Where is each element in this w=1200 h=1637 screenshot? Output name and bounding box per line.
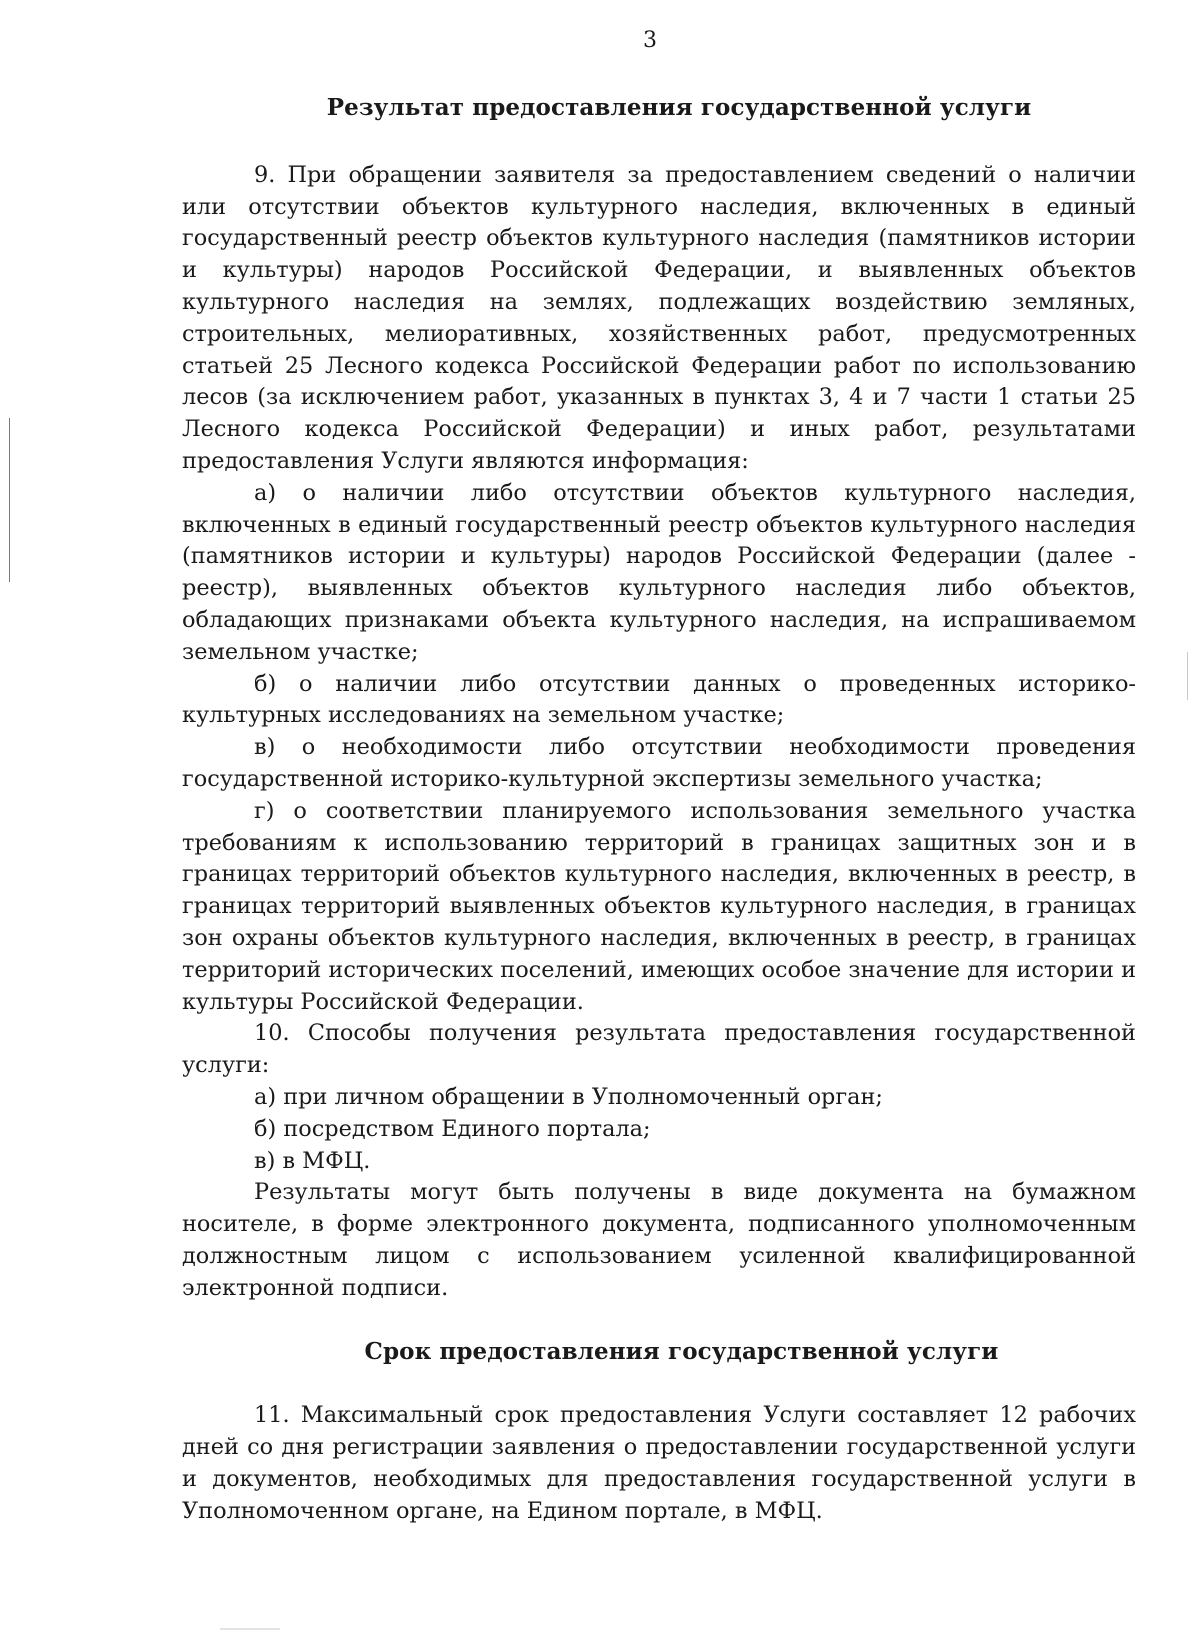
page-number: 3 bbox=[643, 28, 657, 53]
scan-artifact-bottom bbox=[220, 1628, 280, 1630]
paragraph-9-b: б) о наличии либо отсутствии данных о проведенных историко-культурных исследованиях на земельном участке; bbox=[182, 670, 1136, 729]
section-heading-result: Результат предоставления государственной услуги bbox=[326, 94, 1032, 121]
paragraph-9-v: в) о необходимости либо отсутствии необходимости проведения государственной историко-культурной экспертизы земельного участка; bbox=[182, 734, 1136, 792]
scan-edge-mark-right bbox=[1187, 652, 1188, 700]
paragraph-10: 10. Способы получения результата предоставления государственной услуги: bbox=[182, 1020, 1136, 1079]
paragraph-11: 11. Максимальный срок предоставления Услуги составляет 12 рабочих дней со дня регистрации заявления о предоставлении государственной услуги и документов, необходимых для предоставления государственной услуги в Уполномоченном органе, на Едином портале, в МФЦ. bbox=[182, 1402, 1136, 1524]
document-body bbox=[182, 92, 1136, 1527]
paragraph-9: 9. При обращении заявителя за предоставлением сведений о наличии или отсутствии объектов культурного наследия, включенных в единый государственный реестр объектов культурного наследия (памятников истории и культуры) народов Российской Федерации, и выявленных объектов культурного наследия на землях, подлежащих воздействию земляных, строительных, мелиоративных, хозяйственных работ, предусмотренных статьей 25 Лесного кодекса Российской Федерации работ по использованию лесов (за исключением работ, указанных в пунктах 3, 4 и 7 части 1 статьи 25 Лесного кодекса Российской Федерации) и иных работ, результатами предоставления Услуги являются информация: bbox=[182, 161, 1136, 474]
paragraph-10-a: а) при личном обращении в Уполномоченный орган; bbox=[254, 1083, 883, 1110]
section-heading-term: Срок предоставления государственной услуги bbox=[364, 1338, 999, 1366]
paragraph-9-a: а) о наличии либо отсутствии объектов культурного наследия, включенных в единый государственный реестр объектов культурного наследия (памятников истории и культуры) народов Российской Федерации (далее - реестр), выявленных объектов культурного наследия либо объектов, обладающих признаками объекта культурного наследия, на испрашиваемом земельном участке; bbox=[182, 479, 1136, 665]
paragraph-10-b: б) посредством Единого портала; bbox=[254, 1115, 651, 1142]
scan-edge-mark-left bbox=[9, 418, 10, 582]
paragraph-10-results: Результаты могут быть получены в виде документа на бумажном носителе, в форме электронного документа, подписанного уполномоченным должностным лицом с использованием усиленной квалифицированной электронной подписи. bbox=[182, 1179, 1136, 1301]
paragraph-9-g: г) о соответствии планируемого использования земельного участка требованиям к использованию территорий в границах защитных зон и в границах территорий объектов культурного наследия, включенных в реестр, в границах территорий выявленных объектов культурного наследия, в границах зон охраны объектов культурного наследия, включенных в реестр, в границах территорий исторических поселений, имеющих особое значение для истории и культуры Российской Федерации. bbox=[182, 797, 1136, 1015]
paragraph-10-v: в) в МФЦ. bbox=[254, 1147, 371, 1174]
